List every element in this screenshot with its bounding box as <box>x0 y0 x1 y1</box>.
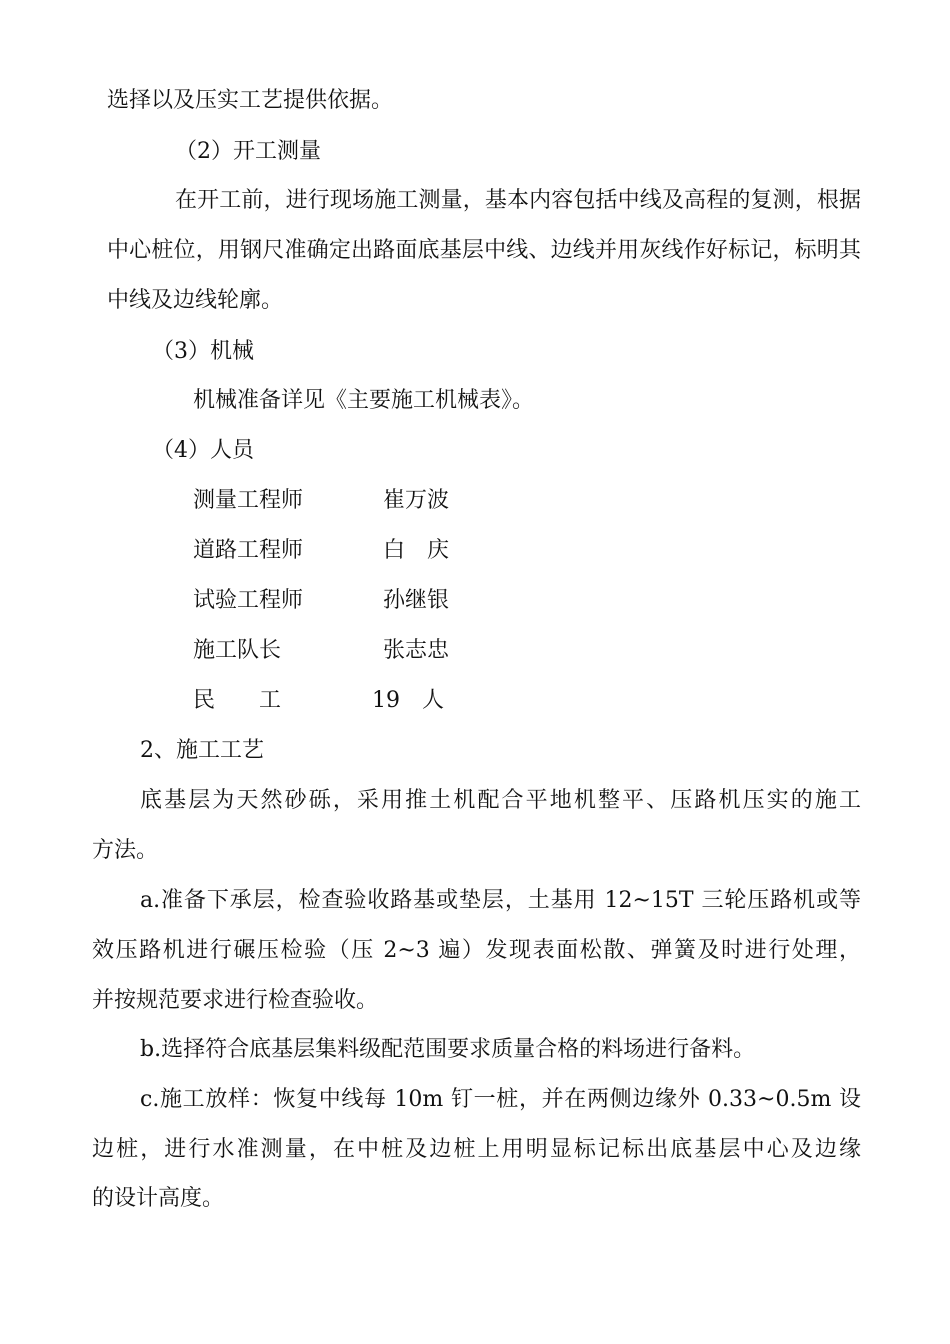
text-line: 中心桩位，用钢尺准确定出路面底基层中线、边线并用灰线作好标记，标明其 <box>107 238 861 263</box>
personnel-role: 民 工 <box>193 688 282 713</box>
text-line: 机械准备详见《主要施工机械表》。 <box>193 388 535 413</box>
personnel-name: 白 庆 <box>383 538 450 563</box>
text-line: a.准备下承层，检查验收路基或垫层，土基用 12~15T 三轮压路机或等 <box>140 888 861 913</box>
subheading-machinery: （3）机械 <box>152 339 254 364</box>
text-line: 效压路机进行碾压检验（压 2~3 遍）发现表面松散、弹簧及时进行处理， <box>92 938 861 963</box>
personnel-role: 试验工程师 <box>193 588 304 613</box>
personnel-name: 孙继银 <box>383 588 450 613</box>
text-line: 的设计高度。 <box>92 1186 225 1211</box>
subheading-survey: （2）开工测量 <box>175 139 321 164</box>
subheading-personnel: （4）人员 <box>152 438 254 463</box>
personnel-role: 施工队长 <box>193 638 282 663</box>
personnel-name: 19 人 <box>372 688 444 713</box>
text-line: b.选择符合底基层集料级配范围要求质量合格的料场进行备料。 <box>140 1037 756 1062</box>
text-line: 中线及边线轮廓。 <box>107 288 284 313</box>
personnel-name: 张志忠 <box>383 638 450 663</box>
personnel-name: 崔万波 <box>383 488 450 513</box>
personnel-role: 测量工程师 <box>193 488 304 513</box>
section-heading: 2、施工工艺 <box>140 738 264 763</box>
personnel-role: 道路工程师 <box>193 538 304 563</box>
text-line: 选择以及压实工艺提供依据。 <box>107 88 394 113</box>
text-line: 边桩，进行水准测量，在中桩及边桩上用明显标记标出底基层中心及边缘 <box>92 1137 861 1162</box>
text-line: 并按规范要求进行检查验收。 <box>92 988 379 1013</box>
text-line: 方法。 <box>92 838 159 863</box>
text-line: 底基层为天然砂砾，采用推土机配合平地机整平、压路机压实的施工 <box>140 788 861 813</box>
text-line: 在开工前，进行现场施工测量，基本内容包括中线及高程的复测，根据 <box>175 188 861 213</box>
text-line: c.施工放样：恢复中线每 10m 钉一桩，并在两侧边缘外 0.33~0.5m 设 <box>140 1087 861 1112</box>
